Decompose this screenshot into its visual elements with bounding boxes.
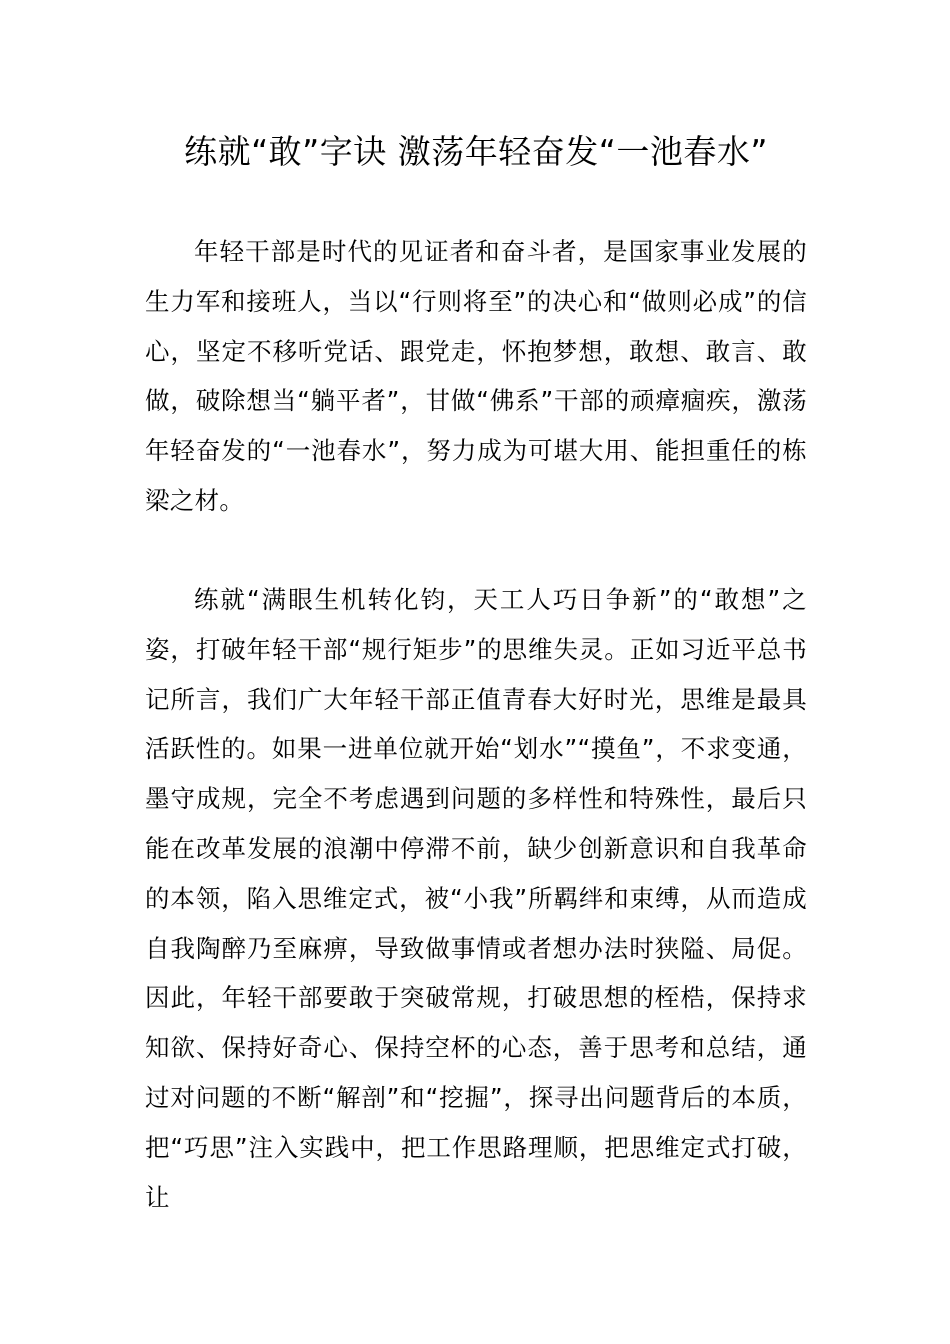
document-title: 练就“敢”字诀 激荡年轻奋发“一池春水” — [184, 132, 768, 171]
paragraph-1: 年轻干部是时代的见证者和奋斗者，是国家事业发展的生力军和接班人，当以“行则将至”的决心和“做则必成”的信心，坚定不移听党话、跟党走，怀抱梦想，敢想、敢言、敢做，破除想当“躺平者”，甘做“佛系”干部的顽瘴痼疾，激荡年轻奋发的“一池春水”，努力成为可堪大用、能担重任的栋梁之材。 — [145, 237, 807, 515]
paragraph-2: 练就“满眼生机转化钧，天工人巧日争新”的“敢想”之姿，打破年轻干部“规行矩步”的思维失灵。正如习近平总书记所言，我们广大年轻干部正值青春大好时光，思维是最具活跃性的。如果一进单位就开始“划水”“摸鱼”，不求变通，墨守成规，完全不考虑遇到问题的多样性和特殊性，最后只能在改革发展的浪潮中停滞不前，缺少创新意识和自我革命的本领，陷入思维定式，被“小我”所羁绊和束缚，从而造成自我陶醉乃至麻痹，导致做事情或者想办法时狭隘、局促。因此，年轻干部要敢于突破常规，打破思想的桎梏，保持求知欲、保持好奇心、保持空杯的心态，善于思考和总结，通过对问题的不断“解剖”和“挖掘”，探寻出问题背后的本质，把“巧思”注入实践中，把工作思路理顺，把思维定式打破，让 — [145, 585, 807, 1212]
